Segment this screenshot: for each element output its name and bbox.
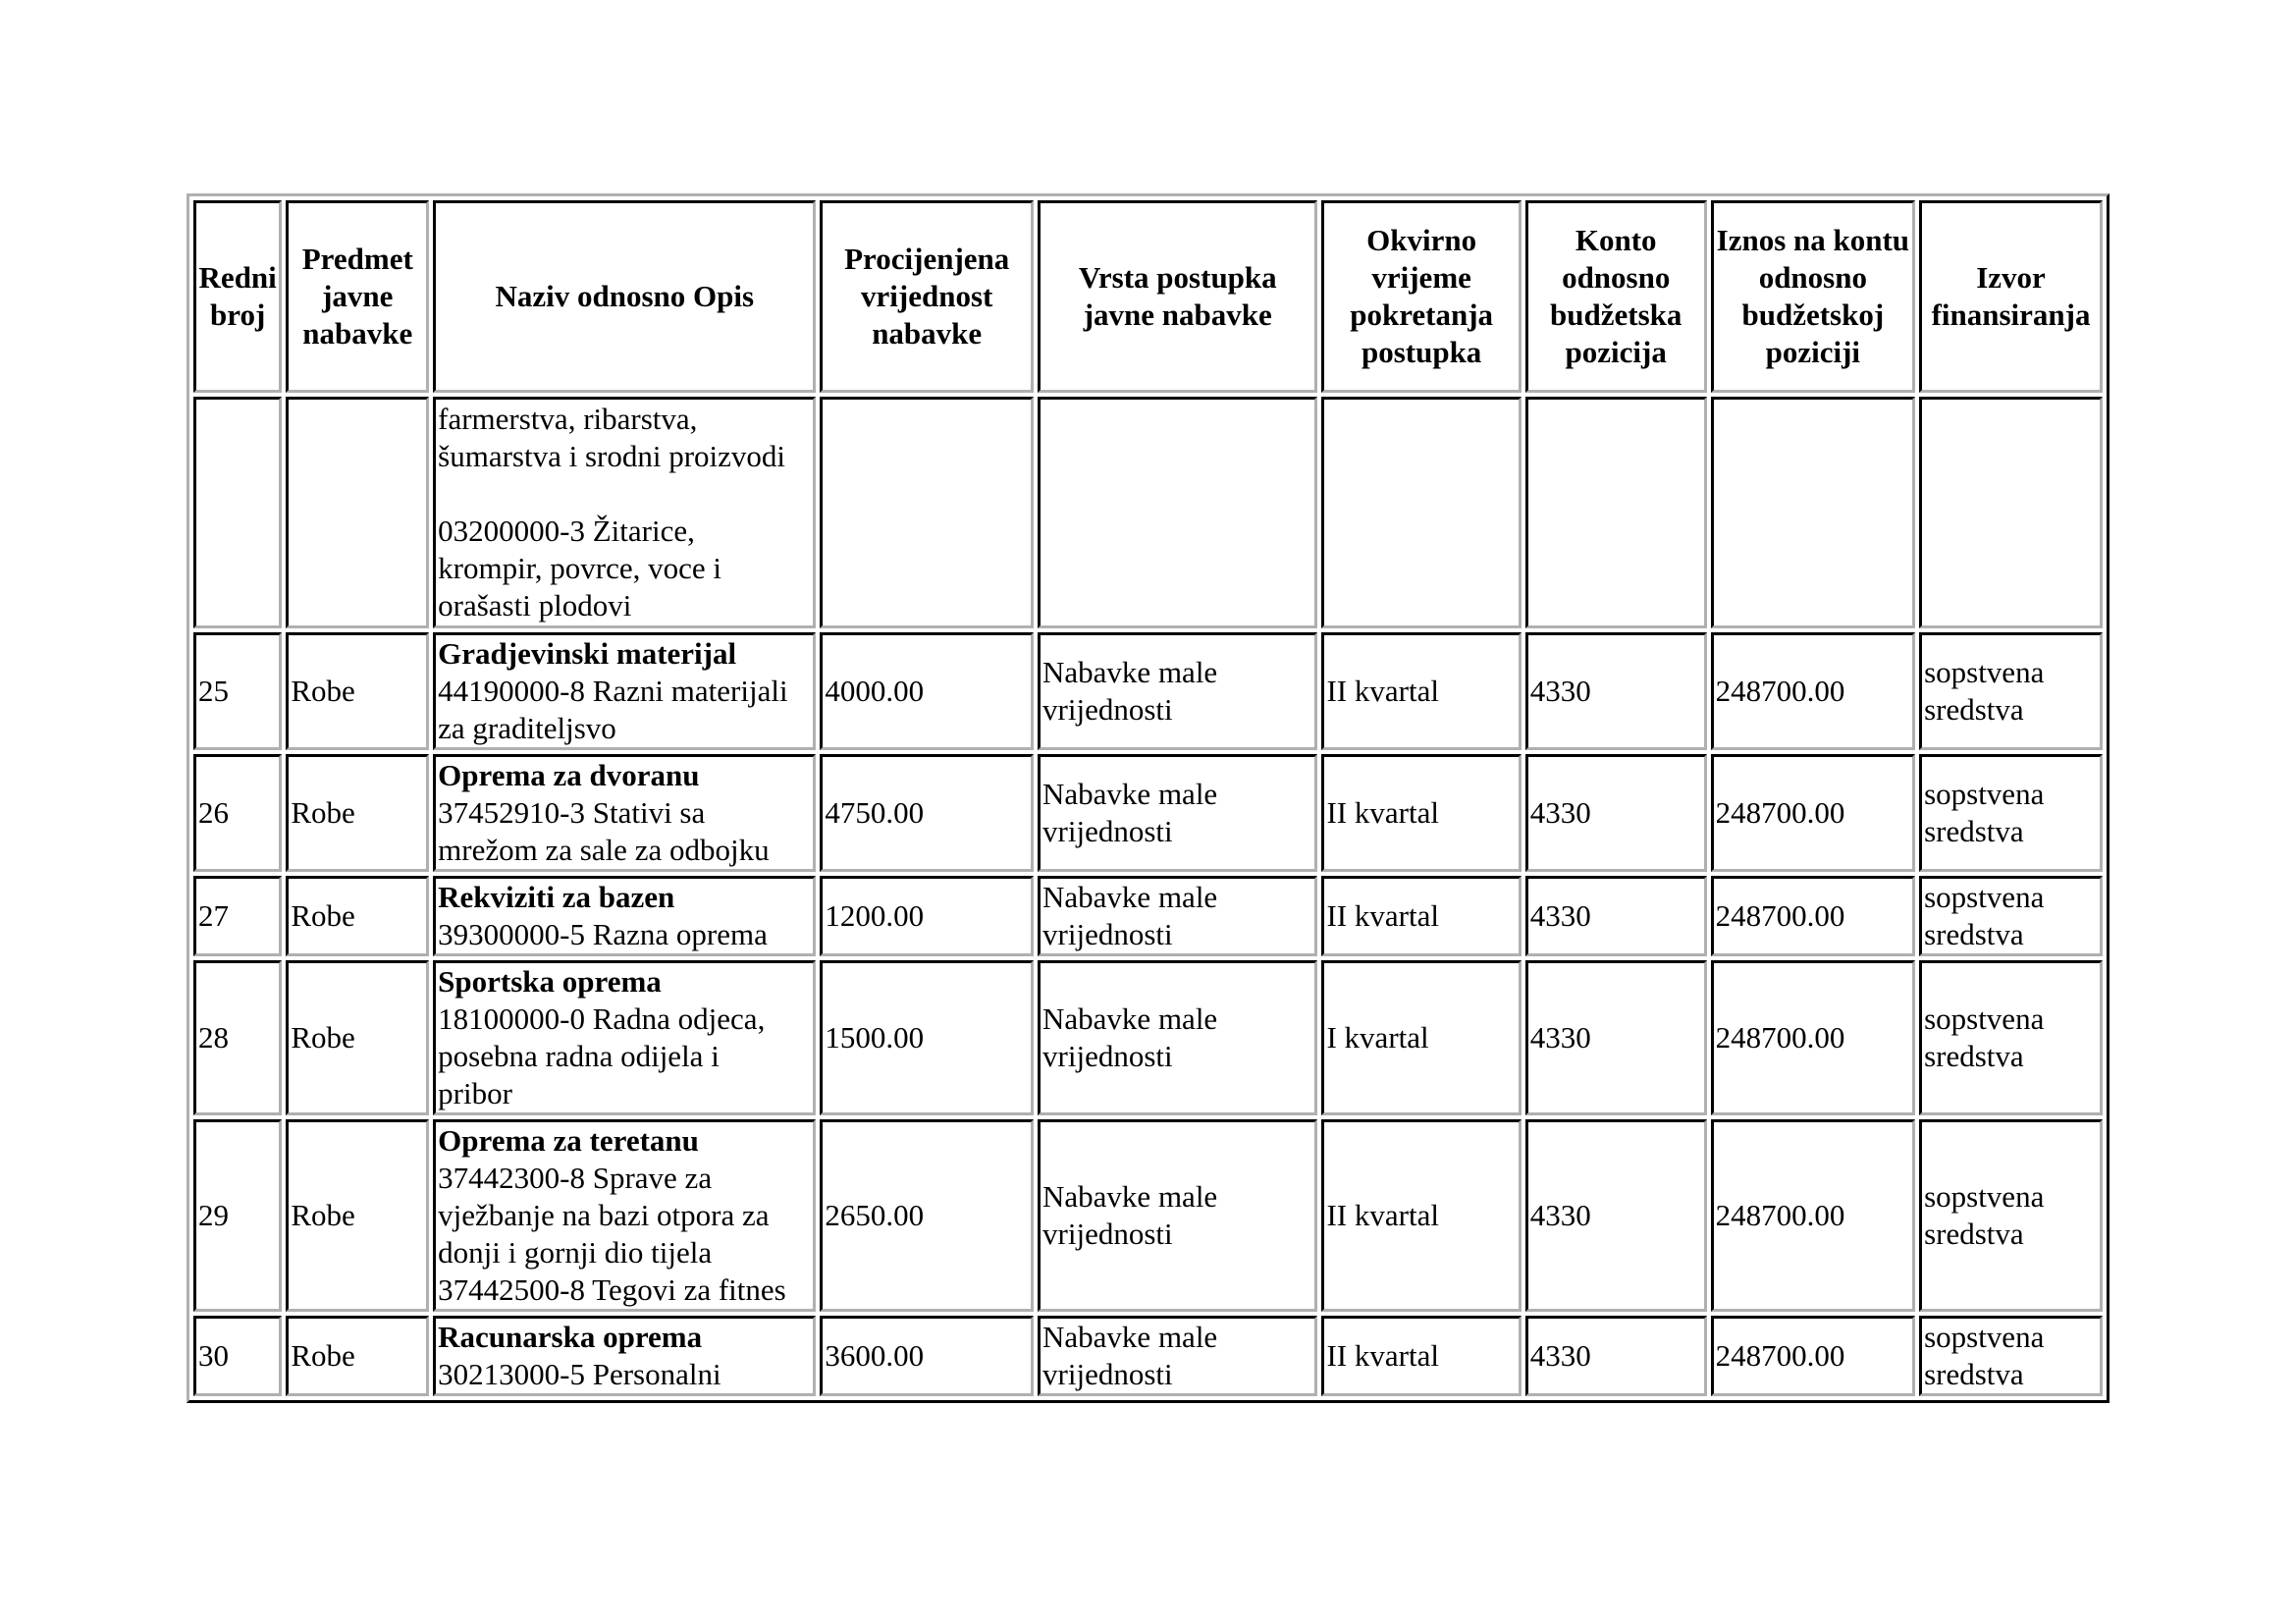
cell-izvor: sopstvena sredstva xyxy=(1919,1119,2103,1312)
item-description-line: mrežom za sale za odbojku xyxy=(438,833,770,867)
cell-naziv-opis xyxy=(433,876,816,956)
cell-procijenjena-vrijednost: 2650.00 xyxy=(820,1119,1034,1312)
table-cell xyxy=(820,397,1034,628)
cell-okvirno-vrijeme: II kvartal xyxy=(1321,632,1521,750)
cell-procijenjena-vrijednost: 4750.00 xyxy=(820,754,1034,872)
cell-vrsta-postupka: Nabavke male vrijednosti xyxy=(1038,1316,1317,1396)
header-iznos: Iznos na kontu odnosno budžetskoj poziciji xyxy=(1711,200,1915,393)
item-description-line: donji i gornji dio tijela xyxy=(438,1235,713,1270)
cell-iznos: 248700.00 xyxy=(1711,632,1915,750)
continuation-row xyxy=(193,397,2103,628)
cell-konto: 4330 xyxy=(1525,754,1707,872)
table-cell xyxy=(1321,397,1521,628)
cell-vrsta-postupka: Nabavke male vrijednosti xyxy=(1038,960,1317,1115)
cell-konto: 4330 xyxy=(1525,960,1707,1115)
cell-predmet: Robe xyxy=(286,876,429,956)
cell-konto: 4330 xyxy=(1525,632,1707,750)
cell-redni-broj: 28 xyxy=(193,960,282,1115)
cell-procijenjena-vrijednost: 4000.00 xyxy=(820,632,1034,750)
item-description-line: pribor xyxy=(438,1076,512,1110)
cell-iznos: 248700.00 xyxy=(1711,754,1915,872)
header-okvirno-vrijeme: Okvirno vrijeme pokretanja postupka xyxy=(1321,200,1521,393)
cell-redni-broj: 26 xyxy=(193,754,282,872)
item-title: Oprema za dvoranu xyxy=(438,758,700,792)
item-title: Sportska oprema xyxy=(438,964,662,999)
item-title: Racunarska oprema xyxy=(438,1320,703,1354)
table-cell xyxy=(1919,397,2103,628)
cell-predmet: Robe xyxy=(286,1119,429,1312)
cell-izvor: sopstvena sredstva xyxy=(1919,960,2103,1115)
procurement-plan-table xyxy=(187,193,2109,1403)
cell-vrsta-postupka: Nabavke male vrijednosti xyxy=(1038,1119,1317,1312)
cell-predmet: Robe xyxy=(286,1316,429,1396)
item-title: Gradjevinski materijal xyxy=(438,636,737,671)
cell-naziv-opis xyxy=(433,632,816,750)
cell-konto: 4330 xyxy=(1525,876,1707,956)
header-vrsta-postupka: Vrsta postupka javne nabavke xyxy=(1038,200,1317,393)
cell-izvor: sopstvena sredstva xyxy=(1919,876,2103,956)
cell-vrsta-postupka: Nabavke male vrijednosti xyxy=(1038,632,1317,750)
item-description-line: vježbanje na bazi otpora za xyxy=(438,1198,770,1232)
item-description-line: 18100000-0 Radna odjeca, xyxy=(438,1001,766,1036)
header-redni-broj: Redni broj xyxy=(193,200,282,393)
cell-procijenjena-vrijednost: 3600.00 xyxy=(820,1316,1034,1396)
header-row xyxy=(193,200,2103,393)
cell-iznos: 248700.00 xyxy=(1711,960,1915,1115)
description-line: farmerstva, ribarstva, xyxy=(438,402,698,436)
header-naziv: Naziv odnosno Opis xyxy=(433,200,816,393)
table-cell xyxy=(1038,397,1317,628)
cell-predmet: Robe xyxy=(286,960,429,1115)
cell-vrsta-postupka: Nabavke male vrijednosti xyxy=(1038,876,1317,956)
table-cell xyxy=(1525,397,1707,628)
cell-predmet: Robe xyxy=(286,632,429,750)
description-line: 03200000-3 Žitarice, xyxy=(438,514,695,548)
cell-okvirno-vrijeme: II kvartal xyxy=(1321,1316,1521,1396)
table-row xyxy=(193,960,2103,1115)
item-description-line: 39300000-5 Razna oprema xyxy=(438,917,768,951)
description-line: krompir, povrce, voce i xyxy=(438,551,722,585)
cell-okvirno-vrijeme: I kvartal xyxy=(1321,960,1521,1115)
item-description-line: 44190000-8 Razni materijali xyxy=(438,674,788,708)
cell-konto: 4330 xyxy=(1525,1316,1707,1396)
table-row xyxy=(193,1316,2103,1396)
table-cell xyxy=(286,397,429,628)
table-row xyxy=(193,632,2103,750)
cell-vrsta-postupka: Nabavke male vrijednosti xyxy=(1038,754,1317,872)
item-description-line: posebna radna odijela i xyxy=(438,1039,720,1073)
table-row xyxy=(193,876,2103,956)
continuation-description xyxy=(433,397,816,628)
cell-izvor: sopstvena sredstva xyxy=(1919,632,2103,750)
description-line: orašasti plodovi xyxy=(438,588,632,622)
item-description-line: za graditeljsvo xyxy=(438,711,616,745)
cell-iznos: 248700.00 xyxy=(1711,1316,1915,1396)
cell-redni-broj: 29 xyxy=(193,1119,282,1312)
cell-redni-broj: 27 xyxy=(193,876,282,956)
item-description-line: 37442500-8 Tegovi za fitnes xyxy=(438,1272,786,1307)
cell-iznos: 248700.00 xyxy=(1711,876,1915,956)
table-row xyxy=(193,754,2103,872)
table-row xyxy=(193,1119,2103,1312)
header-procijenjena-vrijednost: Procijenjena vrijednost nabavke xyxy=(820,200,1034,393)
cell-naziv-opis xyxy=(433,1316,816,1396)
item-description-line: 37442300-8 Sprave za xyxy=(438,1161,713,1195)
item-title: Oprema za teretanu xyxy=(438,1123,699,1158)
cell-okvirno-vrijeme: II kvartal xyxy=(1321,876,1521,956)
description-line: šumarstva i srodni proizvodi xyxy=(438,439,786,473)
cell-iznos: 248700.00 xyxy=(1711,1119,1915,1312)
cell-procijenjena-vrijednost: 1500.00 xyxy=(820,960,1034,1115)
header-predmet: Predmet javne nabavke xyxy=(286,200,429,393)
item-description-line: 37452910-3 Stativi sa xyxy=(438,795,706,830)
table-cell xyxy=(1711,397,1915,628)
cell-okvirno-vrijeme: II kvartal xyxy=(1321,754,1521,872)
item-description-line: 30213000-5 Personalni xyxy=(438,1357,721,1391)
table-cell xyxy=(193,397,282,628)
cell-naziv-opis xyxy=(433,754,816,872)
cell-konto: 4330 xyxy=(1525,1119,1707,1312)
cell-redni-broj: 30 xyxy=(193,1316,282,1396)
cell-izvor: sopstvena sredstva xyxy=(1919,1316,2103,1396)
item-title: Rekviziti za bazen xyxy=(438,880,675,914)
header-konto: Konto odnosno budžetska pozicija xyxy=(1525,200,1707,393)
cell-okvirno-vrijeme: II kvartal xyxy=(1321,1119,1521,1312)
header-izvor: Izvor finansiranja xyxy=(1919,200,2103,393)
cell-naziv-opis xyxy=(433,960,816,1115)
cell-izvor: sopstvena sredstva xyxy=(1919,754,2103,872)
cell-naziv-opis xyxy=(433,1119,816,1312)
cell-predmet: Robe xyxy=(286,754,429,872)
cell-procijenjena-vrijednost: 1200.00 xyxy=(820,876,1034,956)
cell-redni-broj: 25 xyxy=(193,632,282,750)
